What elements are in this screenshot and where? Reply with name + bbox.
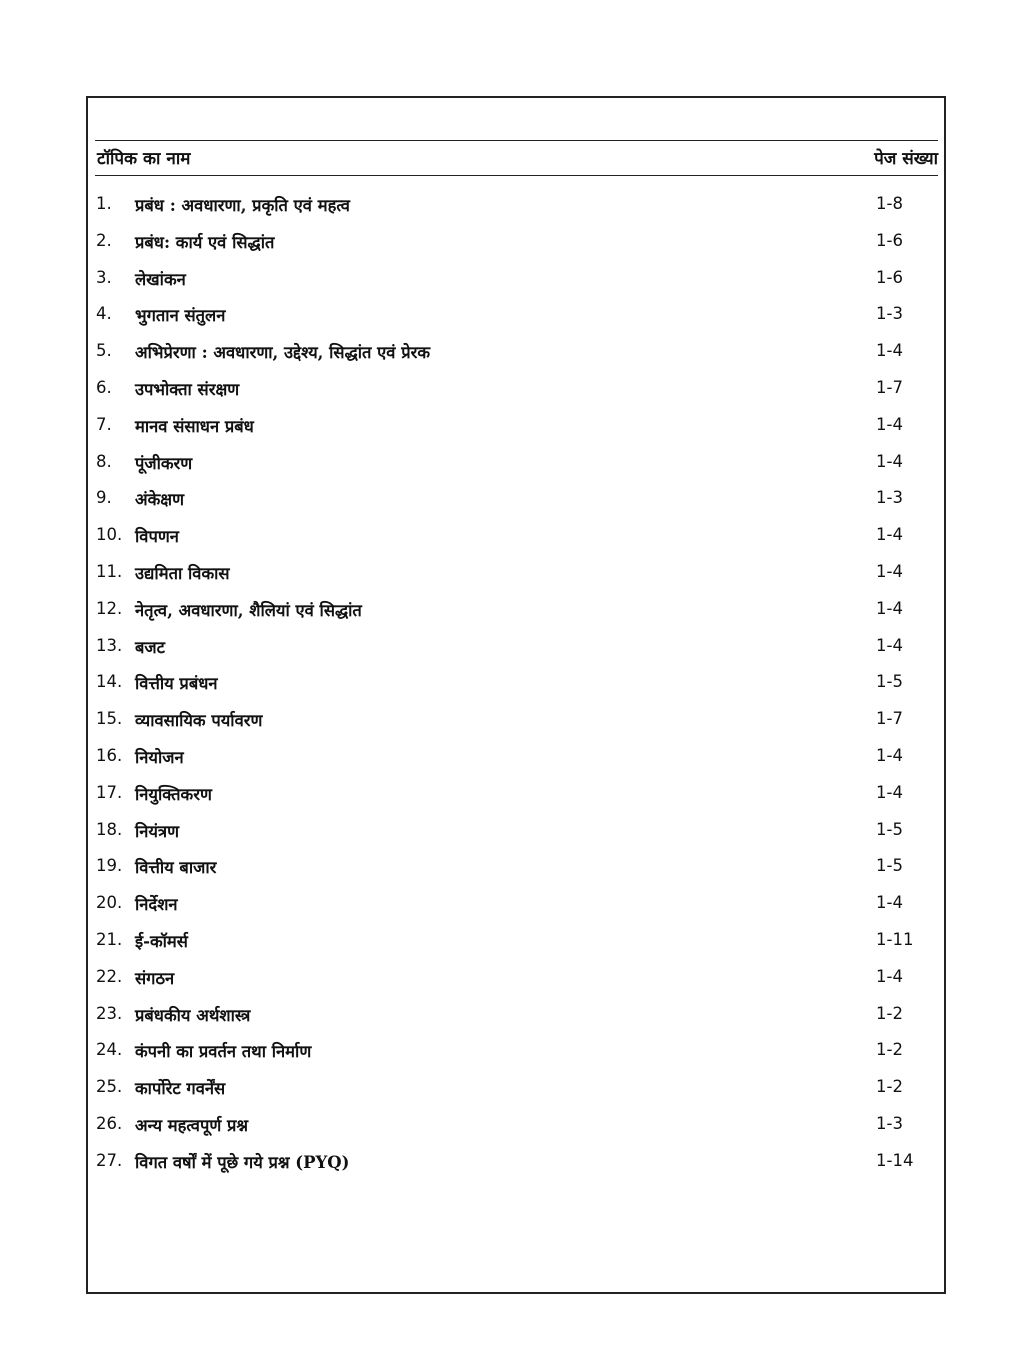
toc-title: ई-कॉमर्स xyxy=(135,931,188,951)
toc-title: उपभोक्ता संरक्षण xyxy=(135,379,240,399)
toc-pages: 1-4 xyxy=(876,525,903,545)
toc-row xyxy=(95,668,938,705)
toc-row xyxy=(95,852,938,889)
toc-pages: 1-7 xyxy=(876,709,903,729)
toc-number: 9. xyxy=(96,488,112,508)
toc-row xyxy=(95,484,938,521)
toc-number: 26. xyxy=(96,1113,123,1133)
toc-pages: 1-2 xyxy=(876,1003,903,1023)
toc-number: 25. xyxy=(96,1077,123,1097)
toc-title: उद्यमिता विकास xyxy=(135,563,230,583)
toc-title: नियुक्तिकरण xyxy=(135,784,212,804)
toc-title: प्रबंध : अवधारणा, प्रकृति एवं महत्व xyxy=(135,196,350,215)
toc-number: 19. xyxy=(96,856,123,876)
toc-title: वित्तीय बाजार xyxy=(135,858,217,878)
toc-title: विपणन xyxy=(135,527,179,547)
toc-pages: 1-4 xyxy=(876,745,903,765)
page-column-header: पेज संख्या xyxy=(874,149,938,169)
toc-number: 13. xyxy=(96,635,123,655)
toc-row xyxy=(95,779,938,816)
toc-pages: 1-14 xyxy=(876,1150,914,1170)
toc-title: नियंत्रण xyxy=(135,821,180,841)
toc-pages: 1-4 xyxy=(876,966,903,986)
toc-pages: 1-4 xyxy=(876,635,903,655)
toc-row xyxy=(95,742,938,779)
toc-row xyxy=(95,264,938,301)
toc-pages: 1-4 xyxy=(876,782,903,802)
toc-pages: 1-5 xyxy=(876,672,903,692)
toc-number: 17. xyxy=(96,782,123,802)
toc-title: लेखांकन xyxy=(135,269,186,289)
toc-pages: 1-11 xyxy=(876,929,914,949)
toc-number: 2. xyxy=(96,230,112,250)
toc-title: नियोजन xyxy=(135,747,184,767)
toc-number: 7. xyxy=(96,414,112,434)
toc-number: 23. xyxy=(96,1003,123,1023)
toc-header xyxy=(95,140,938,176)
toc-row xyxy=(95,448,938,485)
toc-title: कंपनी का प्रवर्तन तथा निर्माण xyxy=(135,1042,312,1062)
toc-row xyxy=(95,889,938,926)
toc-pages: 1-5 xyxy=(876,819,903,839)
toc-number: 16. xyxy=(96,745,123,765)
toc-pages: 1-4 xyxy=(876,451,903,471)
toc-row xyxy=(95,1000,938,1037)
toc-title: विगत वर्षों में पूछे गये प्रश्न (PYQ) xyxy=(135,1152,350,1172)
toc-number: 18. xyxy=(96,819,123,839)
toc-row xyxy=(95,1147,938,1184)
toc-title: निर्देशन xyxy=(135,895,178,915)
toc-number: 5. xyxy=(96,341,112,361)
toc-number: 12. xyxy=(96,598,123,618)
toc-title: भुगतान संतुलन xyxy=(135,306,226,326)
toc-row xyxy=(95,1110,938,1147)
toc-pages: 1-2 xyxy=(876,1077,903,1097)
toc-number: 20. xyxy=(96,893,123,913)
toc-row xyxy=(95,1073,938,1110)
toc-pages: 1-3 xyxy=(876,304,903,324)
toc-title: प्रबंध: कार्य एवं सिद्धांत xyxy=(135,232,275,252)
toc-row xyxy=(95,190,938,227)
toc-number: 27. xyxy=(96,1150,123,1170)
toc-title: बजट xyxy=(135,637,165,657)
toc-row xyxy=(95,816,938,853)
toc-row xyxy=(95,411,938,448)
toc-title: संगठन xyxy=(135,968,175,988)
toc-pages: 1-4 xyxy=(876,561,903,581)
toc-row xyxy=(95,963,938,1000)
toc-title: पूंजीकरण xyxy=(135,453,193,473)
topic-column-header: टॉपिक का नाम xyxy=(97,149,191,169)
toc-pages: 1-6 xyxy=(876,267,903,287)
toc-pages: 1-6 xyxy=(876,230,903,250)
toc-title: मानव संसाधन प्रबंध xyxy=(135,416,254,436)
toc-row xyxy=(95,521,938,558)
toc-title: व्यावसायिक पर्यावरण xyxy=(135,711,263,731)
toc-row xyxy=(95,632,938,669)
toc-row xyxy=(95,227,938,264)
toc-row xyxy=(95,1036,938,1073)
toc-pages: 1-4 xyxy=(876,414,903,434)
toc-title: अंकेक्षण xyxy=(135,490,185,510)
toc-row xyxy=(95,374,938,411)
toc-number: 21. xyxy=(96,929,123,949)
toc-row xyxy=(95,595,938,632)
toc-row xyxy=(95,558,938,595)
toc-number: 10. xyxy=(96,525,123,545)
toc-row xyxy=(95,300,938,337)
toc-number: 4. xyxy=(96,304,112,324)
toc-pages: 1-5 xyxy=(876,856,903,876)
toc-number: 3. xyxy=(96,267,112,287)
toc-pages: 1-4 xyxy=(876,598,903,618)
toc-pages: 1-8 xyxy=(876,194,903,213)
toc-title: अभिप्रेरणा : अवधारणा, उद्देश्य, सिद्धांत एवं प्रेरक xyxy=(135,343,431,363)
toc-row xyxy=(95,337,938,374)
toc-title: कार्पोरेट गवर्नेंस xyxy=(135,1079,226,1099)
toc-pages: 1-3 xyxy=(876,488,903,508)
toc-title: नेतृत्व, अवधारणा, शैलियां एवं सिद्धांत xyxy=(135,600,362,620)
toc-title: वित्तीय प्रबंधन xyxy=(135,674,218,694)
toc-title: प्रबंधकीय अर्थशास्त्र xyxy=(135,1005,251,1025)
toc-pages: 1-4 xyxy=(876,341,903,361)
toc-pages: 1-2 xyxy=(876,1040,903,1060)
toc-title: अन्य महत्वपूर्ण प्रश्न xyxy=(135,1115,249,1135)
table-of-contents xyxy=(95,190,938,1184)
toc-number: 22. xyxy=(96,966,123,986)
toc-row xyxy=(95,705,938,742)
toc-number: 14. xyxy=(96,672,123,692)
toc-number: 1. xyxy=(96,194,112,213)
toc-pages: 1-4 xyxy=(876,893,903,913)
toc-number: 11. xyxy=(96,561,123,581)
toc-pages: 1-7 xyxy=(876,377,903,397)
toc-pages: 1-3 xyxy=(876,1113,903,1133)
toc-number: 8. xyxy=(96,451,112,471)
toc-number: 6. xyxy=(96,377,112,397)
toc-number: 24. xyxy=(96,1040,123,1060)
toc-number: 15. xyxy=(96,709,123,729)
toc-row xyxy=(95,926,938,963)
